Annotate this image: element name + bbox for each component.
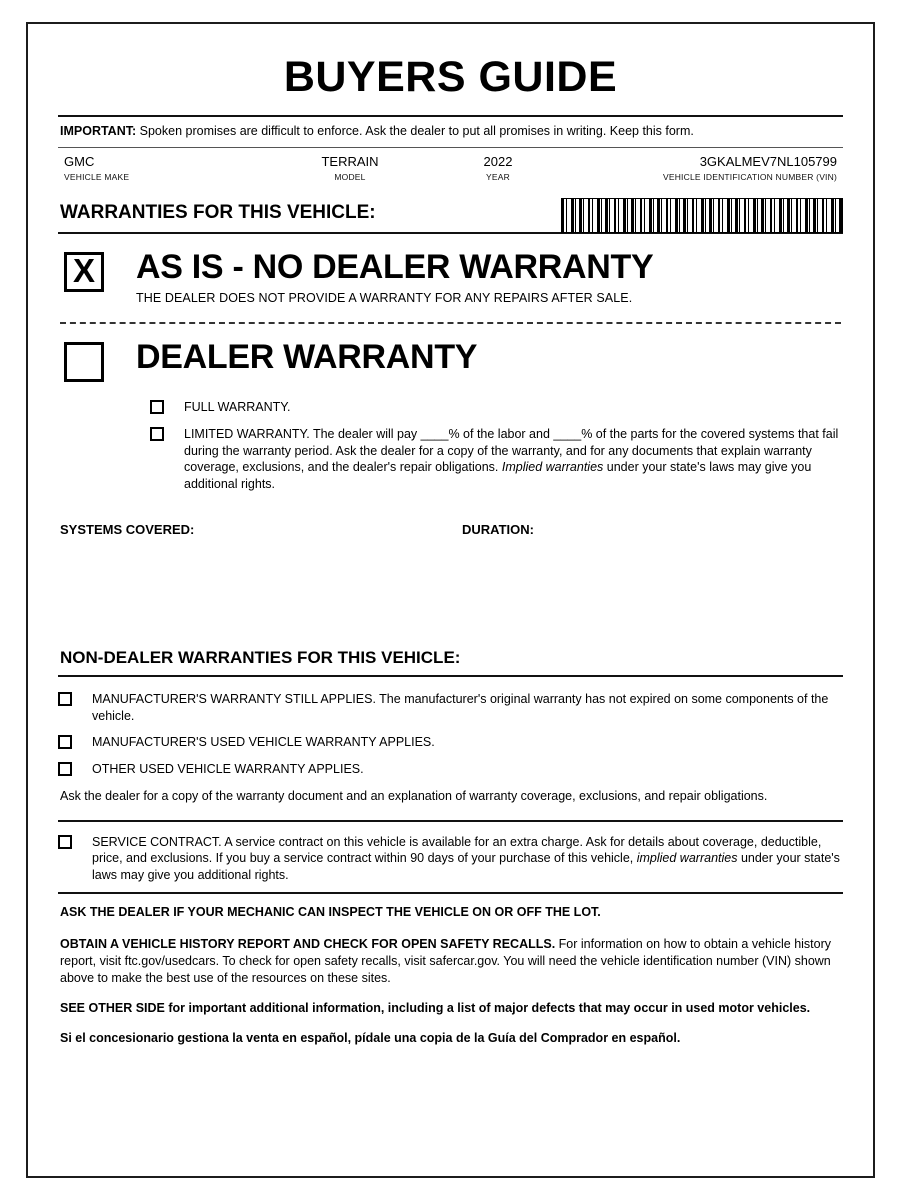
duration-label: DURATION:	[462, 522, 534, 538]
vin-barcode	[561, 198, 843, 233]
full-warranty-checkbox[interactable]	[150, 400, 164, 414]
limited-warranty-row	[150, 426, 843, 492]
barcode-bars	[562, 199, 842, 232]
other-side-bold: SEE OTHER SIDE	[60, 1000, 165, 1015]
history-report-notice	[60, 936, 841, 987]
other-side-text: for important additional information, including a list of major defects that may occur in used motor vehicles.	[164, 1000, 811, 1015]
other-used-warranty-checkbox[interactable]	[58, 762, 72, 776]
limited-warranty-italic: Implied warranties	[501, 460, 604, 475]
service-contract-italic: implied warranties	[636, 851, 738, 866]
service-contract-tail: under your state's laws may give you additional rights.	[92, 851, 840, 882]
spanish-notice	[60, 1030, 841, 1047]
buyers-guide-sheet	[26, 22, 875, 1178]
important-notice	[58, 117, 843, 147]
vehicle-year	[458, 154, 538, 182]
list-item-label: OTHER USED VEHICLE WARRANTY APPLIES.	[92, 761, 364, 776]
list-item	[58, 734, 843, 751]
limited-warranty-checkbox[interactable]	[150, 427, 164, 441]
bottom-notices	[58, 894, 843, 1046]
inspect-notice	[60, 904, 841, 921]
vehicle-year-label: YEAR	[486, 171, 510, 182]
dealer-warranty-options	[150, 399, 843, 493]
spanish-notice-text: Si el concesionario gestiona la venta en español, pídale una copia de la Guía del Comprador en español.	[60, 1030, 681, 1045]
important-text: Spoken promises are difficult to enforce. Ask the dealer to put all promises in writing. Keep this form.	[139, 124, 694, 138]
vehicle-make	[64, 154, 129, 182]
non-dealer-heading: NON-DEALER WARRANTIES FOR THIS VEHICLE:	[60, 648, 461, 668]
vehicle-vin-value: 3GKALMEV7NL105799	[699, 153, 837, 169]
systems-covered-label: SYSTEMS COVERED:	[60, 522, 195, 538]
as-is-subtitle: THE DEALER DOES NOT PROVIDE A WARRANTY FOR ANY REPAIRS AFTER SALE.	[136, 291, 633, 306]
important-label: IMPORTANT:	[60, 124, 137, 138]
manufacturer-used-warranty-checkbox[interactable]	[58, 735, 72, 749]
vehicle-model-value: TERRAIN	[321, 153, 379, 169]
vehicle-vin-label: VEHICLE IDENTIFICATION NUMBER (VIN)	[662, 171, 837, 182]
service-contract-checkbox[interactable]	[58, 835, 72, 849]
history-report-bold: OBTAIN A VEHICLE HISTORY REPORT AND CHECK FOR OPEN SAFETY RECALLS.	[60, 937, 556, 951]
limited-warranty-label: LIMITED WARRANTY. The dealer will pay ____% of the labor and ____% of the parts for the covered systems that fail during the warranty period. Ask the dealer for a copy of the warranty, and for any documents that explain warranty coverage, exclusions, and the dealer's repair obligations.	[184, 427, 839, 475]
systems-covered-write-in-area[interactable]	[58, 522, 843, 648]
page-title: BUYERS GUIDE	[283, 53, 618, 101]
as-is-title: AS IS - NO DEALER WARRANTY	[136, 247, 654, 286]
dealer-warranty-block	[58, 337, 843, 388]
vehicle-make-label: VEHICLE MAKE	[64, 171, 130, 182]
vehicle-model	[290, 154, 410, 182]
list-item-label: MANUFACTURER'S WARRANTY STILL APPLIES. The manufacturer's original warranty has not expired on some components of the vehicle.	[92, 692, 829, 723]
service-contract-lead: SERVICE CONTRACT. A service contract on this vehicle is available for an extra charge. Ask for details about coverage, deductible, price, and exclusions. If you buy a service contract within 90 days of your purchase of this vehicle,	[92, 834, 822, 866]
as-is-block	[58, 247, 843, 312]
full-warranty-row	[150, 399, 843, 416]
non-dealer-note: Ask the dealer for a copy of the warranty document and an explanation of warranty coverage, exclusions, and repair obligations.	[60, 789, 768, 804]
other-side-notice	[60, 1000, 841, 1017]
list-item	[58, 761, 843, 778]
warranties-header-row	[58, 198, 843, 232]
non-dealer-options	[58, 677, 843, 820]
dashed-divider	[60, 322, 841, 324]
as-is-checkbox[interactable]	[64, 252, 104, 292]
service-contract-block	[58, 822, 843, 893]
list-item-label: MANUFACTURER'S USED VEHICLE WARRANTY APPLIES.	[92, 735, 435, 750]
warranties-heading: WARRANTIES FOR THIS VEHICLE:	[60, 201, 376, 223]
vehicle-year-value: 2022	[483, 153, 513, 169]
dealer-warranty-title: DEALER WARRANTY	[136, 337, 478, 376]
vehicle-make-value: GMC	[64, 153, 95, 169]
inspect-notice-text: ASK THE DEALER IF YOUR MECHANIC CAN INSPECT THE VEHICLE ON OR OFF THE LOT.	[60, 905, 601, 920]
full-warranty-label: FULL WARRANTY.	[184, 399, 291, 414]
manufacturer-warranty-checkbox[interactable]	[58, 692, 72, 706]
vehicle-info-row	[58, 154, 843, 196]
service-contract-row	[58, 834, 843, 884]
vehicle-model-label: MODEL	[334, 171, 366, 182]
dealer-warranty-checkbox[interactable]	[64, 342, 104, 382]
limited-warranty-tail: under your state's laws may give you additional rights.	[184, 460, 812, 491]
vehicle-vin	[663, 154, 837, 182]
divider-important	[58, 147, 843, 148]
list-item	[58, 691, 843, 724]
history-report-text: For information on how to obtain a vehicle history report, visit ftc.gov/usedcars. To check for open safety recalls, visit safercar.gov. You will need the vehicle identification number (VIN) shown above to make the best use of the resources on these sites.	[60, 937, 832, 985]
